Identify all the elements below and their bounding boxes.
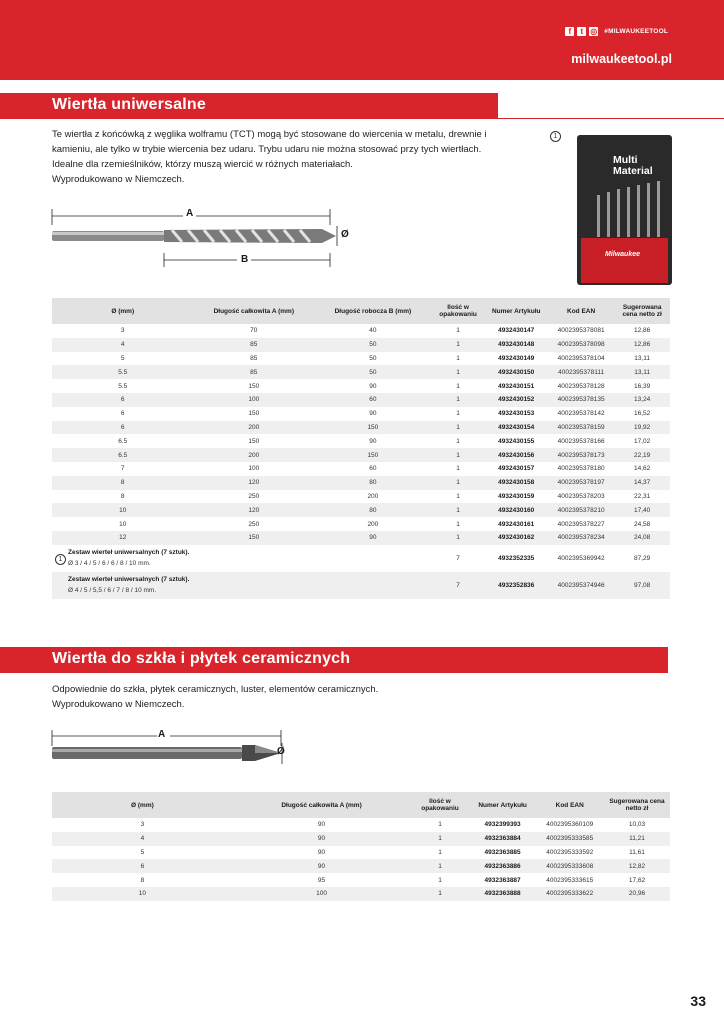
- dimension-label-b: B: [241, 254, 249, 265]
- set-description: [52, 572, 432, 599]
- table-cell: 1: [456, 354, 460, 362]
- table-cell: 150: [248, 437, 260, 445]
- drill-diagram-universal: [50, 205, 350, 270]
- table-cell: 4002395369942: [557, 554, 605, 562]
- table-cell: 4002395378128: [557, 382, 605, 390]
- table-cell: 100: [193, 393, 314, 407]
- table-cell: 90: [369, 410, 377, 418]
- table-row: [52, 421, 670, 435]
- table-cell: 13,11: [634, 354, 651, 362]
- table-cell: 90: [314, 531, 432, 545]
- table-cell: 4002395333615: [546, 876, 594, 884]
- intro-line: Te wiertła z końcówką z węglika wolframu (TCT) mogą być stosowane do wiercenia w metalu, drewnie i: [52, 129, 487, 140]
- table-cell: 4932430148: [485, 338, 548, 352]
- table-cell: 4002395378227: [557, 520, 605, 528]
- table-cell: 16,39: [634, 382, 651, 390]
- table-cell: 17,40: [614, 503, 670, 517]
- table-cell: 1: [456, 410, 460, 418]
- table-cell: 1: [438, 848, 442, 856]
- table-row: [52, 462, 670, 476]
- table-cell: 4932363886: [470, 859, 536, 873]
- table-cell: 4932430160: [485, 503, 548, 517]
- table-cell: 4002395378203: [557, 492, 605, 500]
- column-header: Numer Artykułu: [485, 298, 548, 324]
- table-cell: 4932430151: [498, 382, 535, 390]
- table-cell: 10: [52, 887, 233, 901]
- table-cell: 6: [120, 410, 125, 418]
- table-cell: 4932430157: [498, 465, 535, 473]
- table-cell: 12: [52, 531, 193, 545]
- section-title-bar: [0, 93, 498, 119]
- table-row: [52, 434, 670, 448]
- table-cell: 1: [432, 531, 485, 545]
- table-cell: 5.5: [118, 382, 128, 390]
- table-cell: 1: [456, 492, 460, 500]
- table-cell: 87,29: [634, 554, 651, 562]
- table-header-row: [52, 298, 670, 324]
- table-cell: 22,19: [614, 448, 670, 462]
- table-cell: 40: [369, 327, 377, 335]
- drill-bit: [617, 189, 620, 237]
- table-cell: 1: [410, 859, 469, 873]
- table-cell: 70: [250, 327, 258, 335]
- table-cell: 4002395378210: [548, 503, 614, 517]
- intro-line: Wyprodukowano w Niemczech.: [52, 174, 185, 185]
- table-cell: 1: [432, 393, 485, 407]
- table-cell: 20,96: [604, 887, 670, 901]
- instagram-icon[interactable]: ◎: [590, 27, 598, 36]
- set-name: Zestaw wierteł uniwersalnych (7 sztuk).: [68, 549, 190, 557]
- product-title-line: Material: [613, 165, 653, 177]
- product-packaging: [581, 238, 668, 283]
- table-cell: 1: [456, 327, 460, 335]
- column-header: Długość całkowita A (mm): [233, 792, 410, 818]
- table-row: [52, 887, 670, 901]
- column-header: Długość całkowita A (mm): [193, 298, 314, 324]
- dimension-label-a: A: [158, 729, 166, 740]
- table-cell: 200: [193, 448, 314, 462]
- table-cell: 8: [120, 492, 125, 500]
- table-cell: 1: [456, 520, 460, 528]
- table-cell: 4932430156: [485, 448, 548, 462]
- table-cell: 10: [52, 503, 193, 517]
- table-cell: 14,62: [634, 465, 651, 473]
- intro-line: Idealne dla rzemieślników, którzy muszą wiercić w różnych materiałach.: [52, 159, 353, 170]
- table-row: [52, 338, 670, 352]
- table-cell: 120: [193, 503, 314, 517]
- table-row: [52, 448, 670, 462]
- table-cell: 4932430152: [485, 393, 548, 407]
- table-cell: 1: [456, 382, 460, 390]
- table-cell: 4002395378234: [548, 531, 614, 545]
- social-links: [565, 27, 668, 36]
- table-cell: 50: [369, 354, 377, 362]
- table-cell: 1: [432, 421, 485, 435]
- drill-diagram-glass: [50, 728, 300, 773]
- table-cell: 3: [140, 821, 145, 829]
- drill-bit: [627, 187, 630, 237]
- table-cell: 4002395378166: [557, 437, 605, 445]
- table-row: [52, 490, 670, 504]
- table-cell: 4932430150: [485, 365, 548, 379]
- drill-bit: [647, 183, 650, 237]
- table-cell: 80: [314, 503, 432, 517]
- table-cell: 3: [120, 327, 125, 335]
- table-cell: 1: [432, 365, 485, 379]
- table-cell: 6: [52, 859, 233, 873]
- table-cell: 4932363884: [470, 832, 536, 846]
- table-cell: 4002395333622: [535, 887, 604, 901]
- table-cell: 90: [369, 437, 377, 445]
- table-cell: 4002395378197: [548, 476, 614, 490]
- intro-line: Odpowiednie do szkła, płytek ceramicznych, luster, elementów ceramicznych.: [52, 684, 379, 695]
- drill-bit: [637, 185, 640, 237]
- table-cell: 250: [248, 492, 260, 500]
- table-cell: 4932352335: [498, 554, 535, 562]
- site-link[interactable]: milwaukeetool.pl: [571, 52, 672, 66]
- product-image-drill-set: [577, 135, 672, 285]
- brand-logo: Milwaukee: [605, 251, 641, 258]
- table-row: [52, 324, 670, 338]
- product-badge: 1: [550, 131, 561, 142]
- table-cell: 1: [456, 465, 460, 473]
- table-cell: 6: [52, 421, 193, 435]
- table-cell: 4002395374946: [548, 572, 614, 599]
- table-cell: 10: [119, 520, 127, 528]
- column-header: Ø (mm): [52, 298, 193, 324]
- table-cell: 97,08: [614, 572, 670, 599]
- section-intro: [52, 127, 542, 187]
- page-number: 33: [690, 993, 706, 1009]
- drill-bit: [607, 192, 610, 237]
- dimension-label-a: A: [186, 208, 194, 219]
- table-cell: 200: [367, 520, 379, 528]
- table-cell: 90: [233, 832, 410, 846]
- table-row: [52, 517, 670, 531]
- spec-table-universal: [52, 298, 670, 599]
- table-row: [52, 379, 670, 393]
- column-header: Ilość w opakowaniu: [410, 792, 469, 818]
- table-cell: 4932363888: [470, 887, 536, 901]
- table-row: [52, 832, 670, 846]
- table-cell: 4: [52, 832, 233, 846]
- table-row: [52, 859, 670, 873]
- table-cell: 95: [317, 876, 326, 884]
- table-cell: 10,03: [628, 821, 646, 829]
- table-cell: 1: [438, 821, 442, 829]
- table-cell: 1: [432, 503, 485, 517]
- table-cell: 4002395378159: [548, 421, 614, 435]
- section-title: Wiertła uniwersalne: [52, 96, 206, 113]
- table-cell: 24,58: [634, 520, 651, 528]
- table-cell: 6.5: [52, 448, 193, 462]
- table-cell: 150: [248, 382, 260, 390]
- table-cell: 85: [250, 354, 258, 362]
- table-cell: 4932430155: [498, 437, 535, 445]
- column-header: Sugerowana cena netto zł: [604, 792, 670, 818]
- table-cell: 4932430149: [498, 354, 535, 362]
- table-cell: 1: [432, 476, 485, 490]
- table-header-row: [52, 792, 670, 818]
- dimension-label-diameter: Ø: [277, 746, 285, 757]
- table-cell: 90: [317, 821, 326, 829]
- twitter-icon[interactable]: t: [577, 27, 586, 36]
- table-cell: 6.5: [118, 437, 128, 445]
- drill-bit: [597, 195, 600, 237]
- table-cell: 12,86: [614, 338, 670, 352]
- table-cell: 1: [410, 887, 469, 901]
- table-cell: 50: [314, 365, 432, 379]
- table-cell: 4002395378081: [557, 327, 605, 335]
- table-cell: 100: [233, 887, 410, 901]
- table-cell: 19,92: [614, 421, 670, 435]
- table-cell: 4002395378135: [548, 393, 614, 407]
- table-cell: 60: [369, 465, 377, 473]
- hashtag[interactable]: #MILWAUKEETOOL: [604, 28, 668, 35]
- table-cell: 200: [193, 421, 314, 435]
- intro-line: Wyprodukowano w Niemczech.: [52, 699, 185, 710]
- table-cell: 100: [248, 465, 260, 473]
- table-row: [52, 846, 670, 860]
- column-header: Ilość w opakowaniu: [432, 298, 485, 324]
- table-cell: 1: [438, 876, 442, 884]
- table-row: [52, 407, 670, 421]
- table-cell: 1: [456, 437, 460, 445]
- table-cell: 4932399393: [484, 821, 521, 829]
- table-row: [52, 503, 670, 517]
- table-row: [52, 393, 670, 407]
- table-cell: 50: [314, 338, 432, 352]
- facebook-icon[interactable]: f: [565, 27, 574, 36]
- table-cell: 1: [410, 832, 469, 846]
- table-row: [52, 873, 670, 887]
- set-badge: 1: [55, 554, 66, 565]
- table-cell: 120: [193, 476, 314, 490]
- table-cell: 14,37: [614, 476, 670, 490]
- table-cell: 90: [233, 859, 410, 873]
- header-bar: [0, 0, 724, 80]
- table-cell: 4002395378104: [557, 354, 605, 362]
- set-sizes: Ø 4 / 5 / 5,5 / 6 / 7 / 8 / 10 mm.: [68, 587, 157, 595]
- table-cell: 4002395378111: [548, 365, 614, 379]
- table-row: [52, 365, 670, 379]
- table-cell: 80: [314, 476, 432, 490]
- table-cell: 5.5: [52, 365, 193, 379]
- column-header: Ø (mm): [52, 792, 233, 818]
- table-cell: 22,31: [634, 492, 651, 500]
- intro-line: kamieniu, ale tylko w trybie wiercenia bez udaru. Trybu udaru nie można stosować przy tych wiertłach.: [52, 144, 482, 155]
- table-cell: 150: [314, 421, 432, 435]
- table-cell: 4002395378180: [557, 465, 605, 473]
- table-cell: 6: [52, 393, 193, 407]
- column-header: Kod EAN: [535, 792, 604, 818]
- column-header: Kod EAN: [548, 298, 614, 324]
- table-cell: 4002395333585: [535, 832, 604, 846]
- table-cell: 4: [52, 338, 193, 352]
- product-title-line: Multi: [613, 154, 638, 166]
- table-cell: 200: [367, 492, 379, 500]
- table-cell: 4932430154: [485, 421, 548, 435]
- table-cell: 4932430159: [498, 492, 535, 500]
- column-header: Sugerowana cena netto zł: [614, 298, 670, 324]
- table-cell: 4932363887: [484, 876, 521, 884]
- column-header: Numer Artykułu: [470, 792, 536, 818]
- table-cell: 17,02: [634, 437, 651, 445]
- table-cell: 7: [432, 572, 485, 599]
- table-cell: 7: [456, 554, 460, 562]
- table-cell: 13,24: [614, 393, 670, 407]
- table-cell: 5: [120, 354, 125, 362]
- table-cell: 85: [193, 365, 314, 379]
- table-cell: 7: [120, 465, 125, 473]
- table-cell: 1: [432, 448, 485, 462]
- table-cell: 8: [52, 476, 193, 490]
- table-cell: 11,61: [629, 848, 645, 856]
- table-cell: 4002395378142: [557, 410, 605, 418]
- spec-table-glass: [52, 792, 670, 901]
- table-row-set: [52, 572, 670, 599]
- table-cell: 5: [140, 848, 145, 856]
- table-cell: 16,52: [634, 410, 651, 418]
- table-cell: 4002395333592: [546, 848, 594, 856]
- table-cell: 4932430162: [485, 531, 548, 545]
- table-cell: 60: [314, 393, 432, 407]
- table-row-set: [52, 545, 670, 572]
- table-cell: 85: [193, 338, 314, 352]
- table-cell: 4002395333608: [535, 859, 604, 873]
- table-cell: 4002395378098: [548, 338, 614, 352]
- table-cell: 4002395360109: [546, 821, 594, 829]
- table-cell: 4932430153: [498, 410, 535, 418]
- table-cell: 8: [140, 876, 145, 884]
- table-cell: 4002395378173: [548, 448, 614, 462]
- table-cell: 11,21: [604, 832, 670, 846]
- table-row: [52, 476, 670, 490]
- table-cell: 17,62: [628, 876, 646, 884]
- table-cell: 150: [248, 410, 260, 418]
- set-name: Zestaw wierteł uniwersalnych (7 sztuk).: [68, 576, 190, 584]
- set-sizes: Ø 3 / 4 / 5 / 6 / 6 / 8 / 10 mm.: [68, 560, 151, 568]
- table-cell: 250: [248, 520, 260, 528]
- table-cell: 4932352836: [485, 572, 548, 599]
- table-row: [52, 531, 670, 545]
- drill-bit: [657, 181, 660, 237]
- section-title: Wiertła do szkła i płytek ceramicznych: [52, 650, 351, 667]
- table-cell: 12,82: [604, 859, 670, 873]
- table-cell: 13,11: [614, 365, 670, 379]
- table-cell: 4932430147: [498, 327, 535, 335]
- table-row: [52, 352, 670, 366]
- table-cell: 1: [432, 338, 485, 352]
- table-cell: 24,08: [614, 531, 670, 545]
- section-title-bar: [0, 647, 668, 673]
- table-cell: 4932430161: [498, 520, 535, 528]
- dimension-label-diameter: Ø: [341, 229, 349, 240]
- table-cell: 90: [369, 382, 377, 390]
- section-rule: [498, 118, 724, 119]
- table-cell: 12,86: [634, 327, 651, 335]
- column-header: Długość robocza B (mm): [314, 298, 432, 324]
- table-cell: 90: [317, 848, 326, 856]
- section-intro: [52, 682, 552, 712]
- table-cell: 4932363885: [484, 848, 521, 856]
- set-description: [52, 545, 432, 572]
- table-cell: 150: [193, 531, 314, 545]
- table-cell: 150: [314, 448, 432, 462]
- table-cell: 4932430158: [485, 476, 548, 490]
- table-row: [52, 818, 670, 832]
